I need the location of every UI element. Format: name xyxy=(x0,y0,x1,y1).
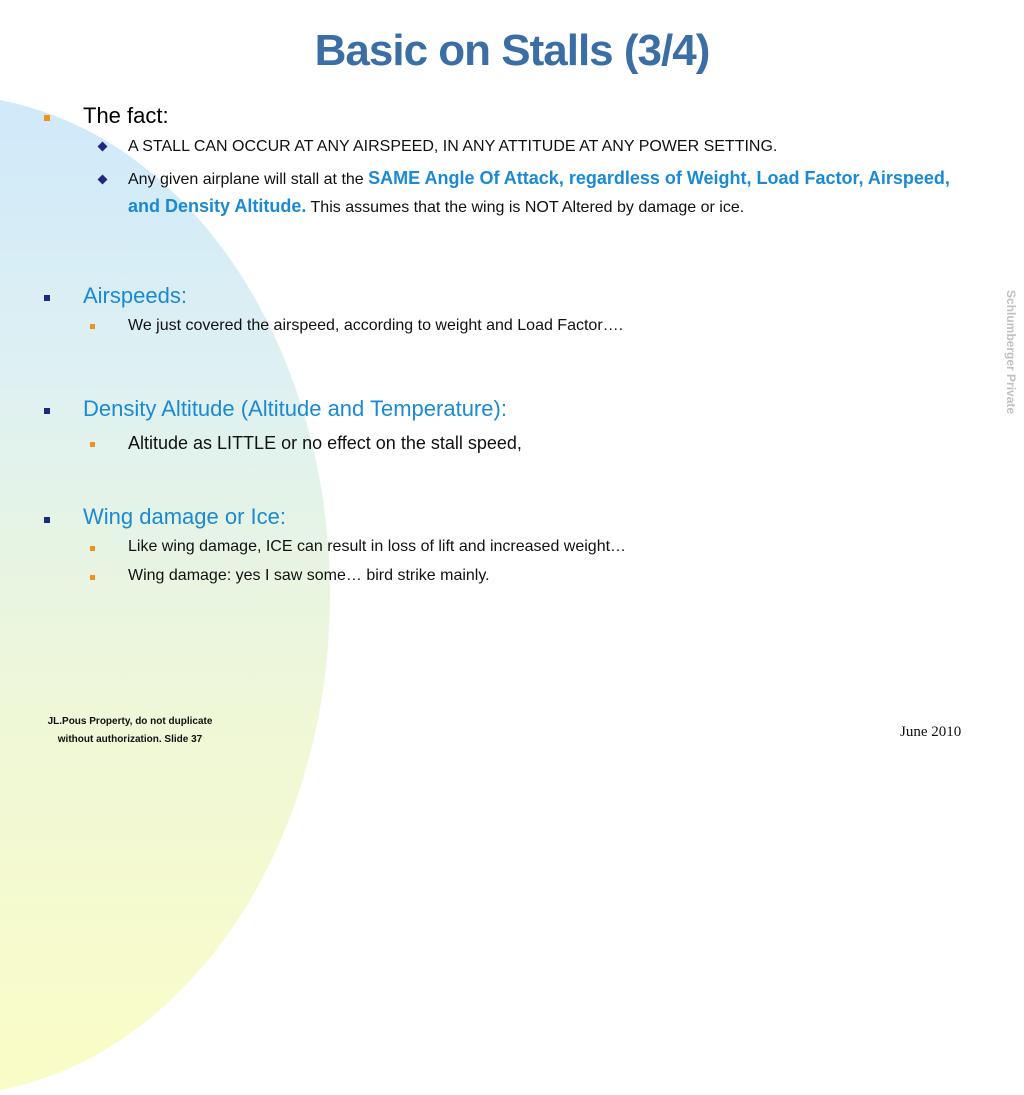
heading-airspeeds: Airspeeds: xyxy=(83,283,187,308)
density-point-1: Altitude as LITTLE or no effect on the stall speed, xyxy=(128,433,522,453)
square-bullet-icon xyxy=(44,517,50,523)
fact-point-2-text: Any given airplane will stall at the xyxy=(128,171,369,188)
fact-point-2 xyxy=(128,165,978,221)
diamond-bullet-icon xyxy=(98,175,108,185)
square-bullet-icon xyxy=(44,408,50,414)
small-square-bullet-icon xyxy=(90,442,95,447)
square-bullet-icon xyxy=(44,115,50,121)
watermark: Schlumberger Private xyxy=(1004,290,1018,415)
heading-density-altitude: Density Altitude (Altitude and Temperature): xyxy=(83,396,507,421)
footer-copyright xyxy=(30,713,230,749)
small-square-bullet-icon xyxy=(90,324,95,329)
fact-point-2-highlight: SAME Angle Of Attack, regardless of Weight, Load Factor, Airspeed, and Density Altitude. xyxy=(128,168,950,216)
footer-copyright-line-1: JL.Pous Property, do not duplicate xyxy=(47,716,213,727)
fact-point-2-tail: This assumes that the wing is NOT Altered by damage or ice. xyxy=(306,199,745,216)
slide-title: Basic on Stalls (3/4) xyxy=(314,26,710,75)
footer-date: June 2010 xyxy=(900,724,962,740)
heading-wing-damage: Wing damage or Ice: xyxy=(83,504,286,529)
diamond-bullet-icon xyxy=(98,142,108,152)
small-square-bullet-icon xyxy=(90,546,95,551)
small-square-bullet-icon xyxy=(90,575,95,580)
square-bullet-icon xyxy=(44,295,50,301)
wing-point-2: Wing damage: yes I saw some… bird strike mainly. xyxy=(128,567,490,584)
footer-copyright-line-2: without authorization. Slide 37 xyxy=(57,734,203,745)
heading-the-fact: The fact: xyxy=(83,103,169,128)
airspeeds-point-1: We just covered the airspeed, according to weight and Load Factor…. xyxy=(128,317,624,334)
fact-point-1: A STALL CAN OCCUR AT ANY AIRSPEED, IN ANY ATTITUDE AT ANY POWER SETTING. xyxy=(128,138,778,155)
wing-point-1: Like wing damage, ICE can result in loss of lift and increased weight… xyxy=(128,538,627,555)
